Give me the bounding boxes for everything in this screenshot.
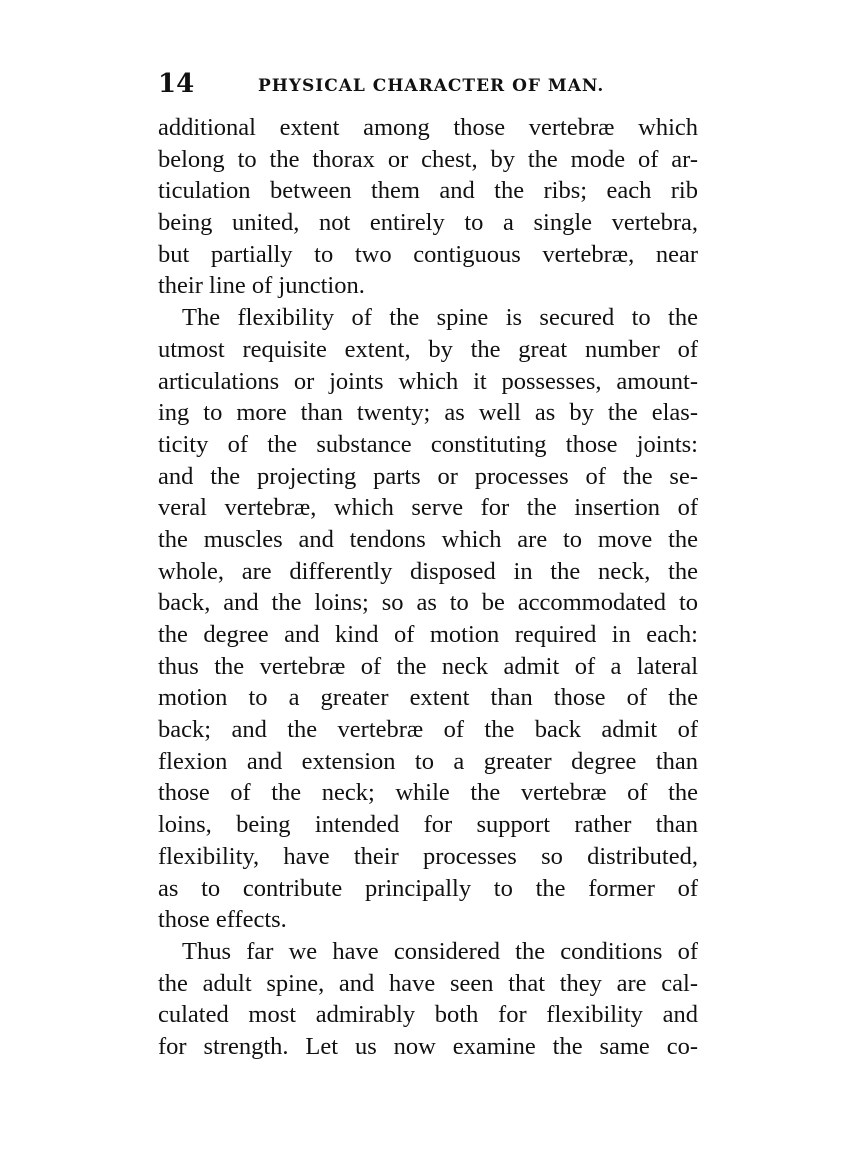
text-line: loins, being intended for support rather than bbox=[158, 811, 698, 839]
text-line: belong to the thorax or chest, by the mode of ar- bbox=[158, 145, 698, 173]
text-line: and the projecting parts or processes of the se- bbox=[158, 462, 698, 490]
text-line: back; and the vertebræ of the back admit of bbox=[158, 716, 698, 744]
text-line: culated most admirably both for flexibility and bbox=[158, 1001, 698, 1029]
text-line: flexibility, have their processes so distributed, bbox=[158, 842, 698, 870]
paragraph bbox=[158, 112, 698, 302]
text-line: articulations or joints which it possesses, amount- bbox=[158, 367, 698, 395]
text-line: additional extent among those vertebræ which bbox=[158, 114, 698, 141]
body-text bbox=[158, 112, 698, 1063]
text-line: Thus far we have considered the conditions of bbox=[182, 937, 698, 965]
text-line: utmost requisite extent, by the great number of bbox=[158, 335, 698, 363]
text-line: being united, not entirely to a single vertebra, bbox=[158, 209, 698, 237]
text-line: for strength. Let us now examine the same co- bbox=[158, 1032, 698, 1060]
text-line: their line of junction. bbox=[158, 272, 365, 300]
text-line: motion to a greater extent than those of the bbox=[158, 684, 698, 712]
text-line: ticulation between them and the ribs; each rib bbox=[158, 177, 698, 205]
text-line: veral vertebræ, which serve for the insertion of bbox=[158, 494, 698, 522]
text-line: thus the vertebræ of the neck admit of a lateral bbox=[158, 652, 698, 680]
running-head bbox=[158, 66, 698, 106]
page-number: 14 bbox=[158, 69, 195, 99]
text-line: the adult spine, and have seen that they are cal- bbox=[158, 969, 698, 997]
text-line: the degree and kind of motion required in each: bbox=[158, 621, 698, 648]
text-line: ticity of the substance constituting those joints: bbox=[158, 430, 698, 458]
paragraph bbox=[158, 936, 698, 1063]
text-line: back, and the loins; so as to be accommodated to bbox=[158, 589, 698, 617]
text-line: whole, are differently disposed in the neck, the bbox=[158, 557, 698, 585]
running-title: PHYSICAL CHARACTER OF MAN. bbox=[258, 76, 605, 96]
text-line: those effects. bbox=[158, 906, 287, 934]
text-line: flexion and extension to a greater degree than bbox=[158, 747, 698, 775]
text-line: as to contribute principally to the former of bbox=[158, 874, 698, 902]
text-line: those of the neck; while the vertebræ of the bbox=[158, 779, 698, 807]
paragraph bbox=[158, 302, 698, 936]
text-line: The flexibility of the spine is secured to the bbox=[182, 304, 698, 332]
text-line: the muscles and tendons which are to move the bbox=[158, 525, 698, 553]
text-line: but partially to two contiguous vertebræ, near bbox=[158, 240, 698, 268]
text-line: ing to more than twenty; as well as by the elas- bbox=[158, 399, 698, 427]
